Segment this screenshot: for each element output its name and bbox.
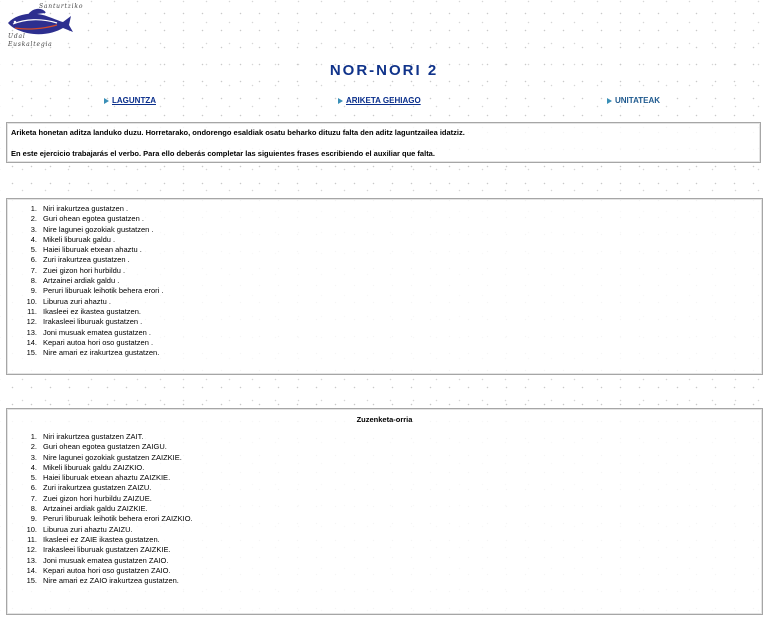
solution-item: 1. Niri irakurtzea gustatzen ZAIT. [30,432,144,441]
nav-units[interactable] [607,96,660,105]
solution-item: 15. Nire amari ez ZAIO irakurtzea gustatzen. [26,576,179,586]
exercise-item: 15. Nire amari ez irakurtzea gustatzen. [26,348,160,358]
exercise-box [6,198,763,375]
exercise-item: 6. Zuri irakurtzea gustatzen . [30,255,130,265]
exercise-list [21,204,163,358]
solution-item: 12. Irakasleei liburuak gustatzen ZAIZKIE. [26,545,171,555]
logo-text-santurtziko: Santurtziko [39,3,84,10]
solution-item: 2. Guri ohean egotea gustatzen ZAIGU. [30,442,167,452]
nav-more-exercises[interactable] [338,96,421,105]
page-title: NOR-NORI 2 [329,62,439,79]
instructions-box [6,122,761,163]
solution-item: 10. Liburua zuri ahaztu ZAIZU. [26,524,133,534]
exercise-item: 8. Artzainei ardiak galdu . [30,276,120,286]
exercise-item: 12. Irakasleei liburuak gustatzen . [26,317,143,327]
exercise-item: 10. Liburua zuri ahaztu . [26,296,111,306]
exercise-item: 11. Ikasleei ez ikastea gustatzen. [27,306,141,316]
nav-help[interactable] [104,96,156,105]
arrow-right-icon [104,98,109,104]
units-link[interactable]: UNITATEAK [615,96,661,105]
exercise-item: 9. Peruri liburuak leihotik behera erori . [30,286,164,296]
arrow-right-icon [607,98,612,104]
solution-item: 7. Zuei gizon hori hurbildu ZAIZUE. [30,493,152,503]
solution-item: 4. Mikeli liburuak galdu ZAIZKIO. [30,462,145,472]
exercise-item: 7. Zuei gizon hori hurbildu . [30,265,126,275]
arrow-right-icon [338,98,343,104]
solution-box [6,408,763,615]
exercise-item: 3. Nire lagunei gozokiak gustatzen . [30,224,154,234]
more-exercises-link[interactable]: ARIKETA GEHIAGO [346,96,421,105]
solution-item: 8. Artzainei ardiak galdu ZAIZKIE. [30,504,148,514]
logo-text-euskaltegia: Euskaltegia [8,41,53,48]
exercise-item: 2. Guri ohean egotea gustatzen . [30,214,144,224]
solution-item: 11. Ikasleei ez ZAIE ikastea gustatzen. [27,534,160,544]
solution-heading: Zuzenketa-orria [356,415,413,424]
solution-item: 3. Nire lagunei gozokiak gustatzen ZAIZKIE. [30,452,182,462]
euskaltegia-logo [5,3,84,49]
solution-item: 14. Kepari autoa hori oso gustatzen ZAIO. [26,565,171,575]
help-link[interactable]: LAGUNTZA [112,96,156,105]
solution-item: 9. Peruri liburuak leihotik behera erori ZAIZKIO. [30,514,193,524]
exercise-item: 5. Haiei liburuak etxean ahaztu . [30,245,142,255]
exercise-item: 13. Joni musuak ematea gustatzen . [26,327,151,337]
exercise-item: 1. Niri irakurtzea gustatzen . [30,204,129,213]
instructions-basque: Ariketa honetan aditza landuko duzu. Horretarako, ondorengo esaldiak osatu beharko dituzu falta den aditz laguntzailea idatziz. [11,128,465,137]
exercise-item: 14. Kepari autoa hori oso gustatzen . [26,337,154,347]
solution-list [21,432,193,586]
solution-item: 13. Joni musuak ematea gustatzen ZAIO. [26,555,169,565]
solution-item: 6. Zuri irakurtzea gustatzen ZAIZU. [30,483,152,493]
instructions-spanish: En este ejercicio trabajarás el verbo. Para ello deberás completar las siguientes frases escribiendo el auxiliar que falta. [11,149,435,158]
solution-item: 5. Haiei liburuak etxean ahaztu ZAIZKIE. [30,473,171,483]
logo-text-udal: Udal [8,33,26,40]
exercise-item: 4. Mikeli liburuak galdu . [30,234,116,244]
